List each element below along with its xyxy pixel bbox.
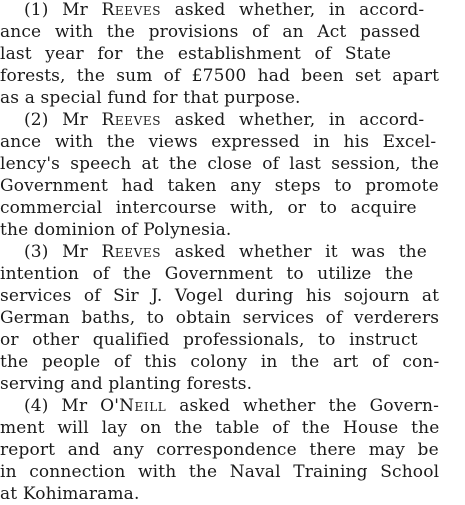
text-segment: (3) Mr — [24, 242, 102, 262]
member-name: Reeves — [101, 242, 162, 262]
text-segment: ance with the views expressed in his Excel- — [0, 132, 437, 152]
text-segment: in connection with the Naval Training School — [0, 462, 440, 482]
text-segment: or other qualified professionals, to instruct — [0, 330, 418, 350]
text-line — [0, 263, 441, 285]
member-name: Neill — [119, 396, 167, 416]
text-segment: commercial intercourse with, or to acquire — [0, 198, 417, 218]
text-segment: last year for the establishment of State — [0, 44, 392, 64]
text-segment: (4) Mr O' — [24, 396, 120, 416]
text-line — [0, 395, 465, 417]
text-segment: (2) Mr — [24, 110, 102, 130]
text-segment: serving and planting forests. — [0, 374, 253, 394]
text-segment: at Kohimarama. — [0, 484, 140, 504]
text-line — [0, 87, 441, 109]
text-line — [0, 153, 441, 175]
member-name: Reeves — [101, 110, 162, 130]
text-segment: (1) Mr — [24, 0, 102, 20]
text-segment: services of Sir J. Vogel during his sojourn at — [0, 286, 440, 306]
text-line — [0, 461, 441, 483]
text-segment: forests, the sum of £7500 had been set apart — [0, 66, 440, 86]
text-line — [0, 43, 441, 65]
text-line — [0, 439, 441, 461]
member-name: Reeves — [101, 0, 162, 20]
text-line — [0, 351, 441, 373]
text-segment: ment will lay on the table of the House the — [0, 418, 440, 438]
text-line — [0, 109, 465, 131]
text-segment: asked whether it was the — [161, 242, 427, 262]
text-line — [0, 329, 441, 351]
text-line — [0, 417, 441, 439]
text-segment: intention of the Government to utilize the — [0, 264, 414, 284]
text-line — [0, 483, 441, 505]
text-line — [0, 0, 465, 21]
text-line — [0, 175, 441, 197]
text-segment: as a special fund for that purpose. — [0, 88, 301, 108]
text-segment: asked whether, in accord- — [161, 110, 425, 130]
text-segment: Government had taken any steps to promote — [0, 176, 439, 196]
text-segment: asked whether the Govern- — [166, 396, 439, 416]
text-line — [0, 65, 441, 87]
text-line — [0, 307, 441, 329]
text-line — [0, 197, 441, 219]
text-line — [0, 21, 441, 43]
text-segment: ance with the provisions of an Act passed — [0, 22, 421, 42]
text-line — [0, 219, 441, 241]
text-segment: report and any correspondence there may be — [0, 440, 439, 460]
text-segment: asked whether, in accord- — [161, 0, 425, 20]
text-line — [0, 373, 441, 395]
text-line — [0, 285, 441, 307]
text-segment: the dominion of Polynesia. — [0, 220, 232, 240]
text-segment: the people of this colony in the art of con- — [0, 352, 440, 372]
text-segment: German baths, to obtain services of verderers — [0, 308, 440, 328]
text-segment: lency's speech at the close of last session, the — [0, 154, 440, 174]
text-line — [0, 131, 441, 153]
text-line — [0, 241, 465, 263]
